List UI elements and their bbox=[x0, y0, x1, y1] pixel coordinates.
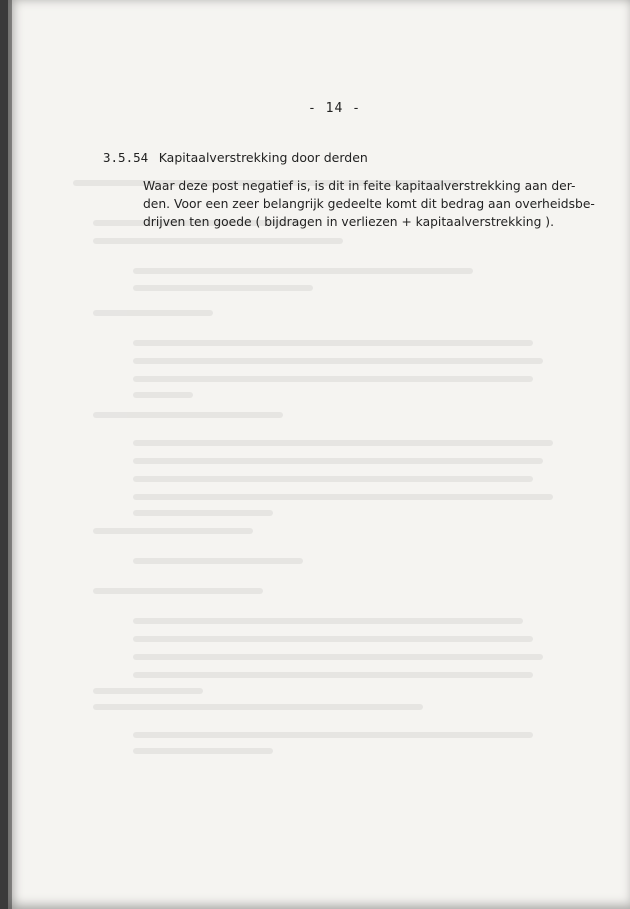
page-number: - 14 - bbox=[308, 101, 361, 116]
section-number: 3.5.54 bbox=[103, 150, 149, 165]
show-through-text bbox=[68, 170, 568, 750]
section-heading bbox=[103, 150, 368, 165]
paragraph-line: den. Voor een zeer belangrijk gedeelte komt dit bedrag aan overheidsbe- bbox=[143, 197, 595, 211]
page-edge-shadow bbox=[8, 0, 12, 909]
document-page bbox=[8, 0, 630, 909]
paragraph-line: drijven ten goede ( bijdragen in verliezen + kapitaalverstrekking ). bbox=[143, 215, 554, 229]
paragraph-line: Waar deze post negatief is, is dit in feite kapitaalverstrekking aan der- bbox=[143, 179, 576, 193]
section-title: Kapitaalverstrekking door derden bbox=[158, 150, 368, 165]
section-paragraph bbox=[143, 177, 595, 231]
